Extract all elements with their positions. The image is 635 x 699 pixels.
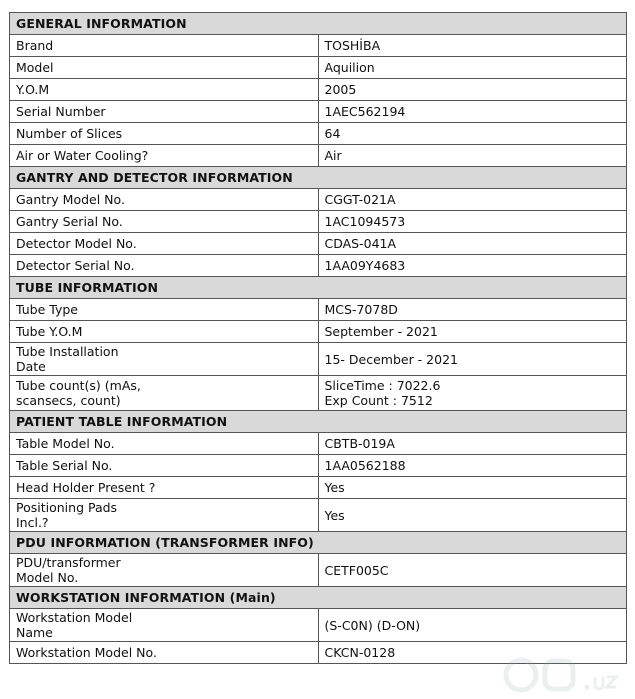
row-label: Model (10, 57, 319, 79)
table-row (10, 299, 627, 321)
row-value: 1AC1094573 (318, 211, 627, 233)
row-label: Detector Serial No. (10, 255, 319, 277)
table-row (10, 455, 627, 477)
table-row (10, 233, 627, 255)
spec-sheet (9, 12, 627, 664)
row-value: 2005 (318, 79, 627, 101)
row-value: 1AA0562188 (318, 455, 627, 477)
table-row (10, 477, 627, 499)
table-row (10, 101, 627, 123)
row-label-line: Date (16, 359, 46, 374)
table-row (10, 189, 627, 211)
table-row (10, 433, 627, 455)
row-label-line: Positioning Pads (16, 500, 118, 515)
row-label: Table Model No. (10, 433, 319, 455)
row-label-line: scansecs, count) (16, 393, 121, 408)
row-label-line: PDU/transformer (16, 555, 121, 570)
row-label-line: Tube count(s) (mAs, (16, 378, 141, 393)
table-row (10, 499, 627, 532)
row-label (10, 499, 319, 532)
row-value: MCS-7078D (318, 299, 627, 321)
row-value: TOSHİBA (318, 35, 627, 57)
section-header-patient-table (10, 411, 627, 433)
row-label-line: Workstation Model (16, 610, 133, 625)
row-label: Gantry Model No. (10, 189, 319, 211)
table-row (10, 554, 627, 587)
row-label-line: Incl.? (16, 515, 49, 530)
row-label: Head Holder Present ? (10, 477, 319, 499)
section-title: WORKSTATION INFORMATION (Main) (10, 587, 627, 609)
row-label: Tube Y.O.M (10, 321, 319, 343)
section-title: TUBE INFORMATION (10, 277, 627, 299)
row-value: 1AEC562194 (318, 101, 627, 123)
table-row (10, 609, 627, 642)
row-value: Aquilion (318, 57, 627, 79)
row-value: CDAS-041A (318, 233, 627, 255)
row-label (10, 609, 319, 642)
section-title: PATIENT TABLE INFORMATION (10, 411, 627, 433)
table-row (10, 211, 627, 233)
watermark-logo-icon (501, 655, 621, 695)
section-title: GANTRY AND DETECTOR INFORMATION (10, 167, 627, 189)
section-title: GENERAL INFORMATION (10, 13, 627, 35)
row-value: CETF005C (318, 554, 627, 587)
spec-table (9, 12, 627, 664)
row-value: Air (318, 145, 627, 167)
table-row (10, 57, 627, 79)
section-title: PDU INFORMATION (TRANSFORMER INFO) (10, 532, 627, 554)
section-header-workstation (10, 587, 627, 609)
row-value: 64 (318, 123, 627, 145)
row-label: Tube Type (10, 299, 319, 321)
row-label: Table Serial No. (10, 455, 319, 477)
row-label (10, 376, 319, 411)
row-label: Y.O.M (10, 79, 319, 101)
row-label-line: Model No. (16, 570, 79, 585)
table-row (10, 255, 627, 277)
table-row (10, 35, 627, 57)
row-label: Serial Number (10, 101, 319, 123)
table-row (10, 321, 627, 343)
section-header-tube (10, 277, 627, 299)
table-row (10, 145, 627, 167)
row-label (10, 343, 319, 376)
table-row (10, 79, 627, 101)
exp-count-value: Exp Count : 7512 (324, 393, 433, 408)
row-value: (S-C0N) (D-ON) (318, 609, 627, 642)
row-value: Yes (318, 477, 627, 499)
table-row (10, 343, 627, 376)
slice-time-value: SliceTime : 7022.6 (324, 378, 441, 393)
row-value: September - 2021 (318, 321, 627, 343)
row-label (10, 554, 319, 587)
row-label: Number of Slices (10, 123, 319, 145)
row-value: CKCN-0128 (318, 642, 627, 664)
row-label: Gantry Serial No. (10, 211, 319, 233)
row-value: 1AA09Y4683 (318, 255, 627, 277)
row-label: Brand (10, 35, 319, 57)
row-label-line: Name (16, 625, 53, 640)
row-value: Yes (318, 499, 627, 532)
section-header-pdu (10, 532, 627, 554)
table-row (10, 376, 627, 411)
row-value: CBTB-019A (318, 433, 627, 455)
row-label: Detector Model No. (10, 233, 319, 255)
section-header-gantry (10, 167, 627, 189)
section-header-general (10, 13, 627, 35)
row-label: Air or Water Cooling? (10, 145, 319, 167)
row-value (318, 376, 627, 411)
row-label-line: Tube Installation (16, 344, 119, 359)
row-value: CGGT-021A (318, 189, 627, 211)
row-value: 15- December - 2021 (318, 343, 627, 376)
row-label: Workstation Model No. (10, 642, 319, 664)
table-row (10, 123, 627, 145)
